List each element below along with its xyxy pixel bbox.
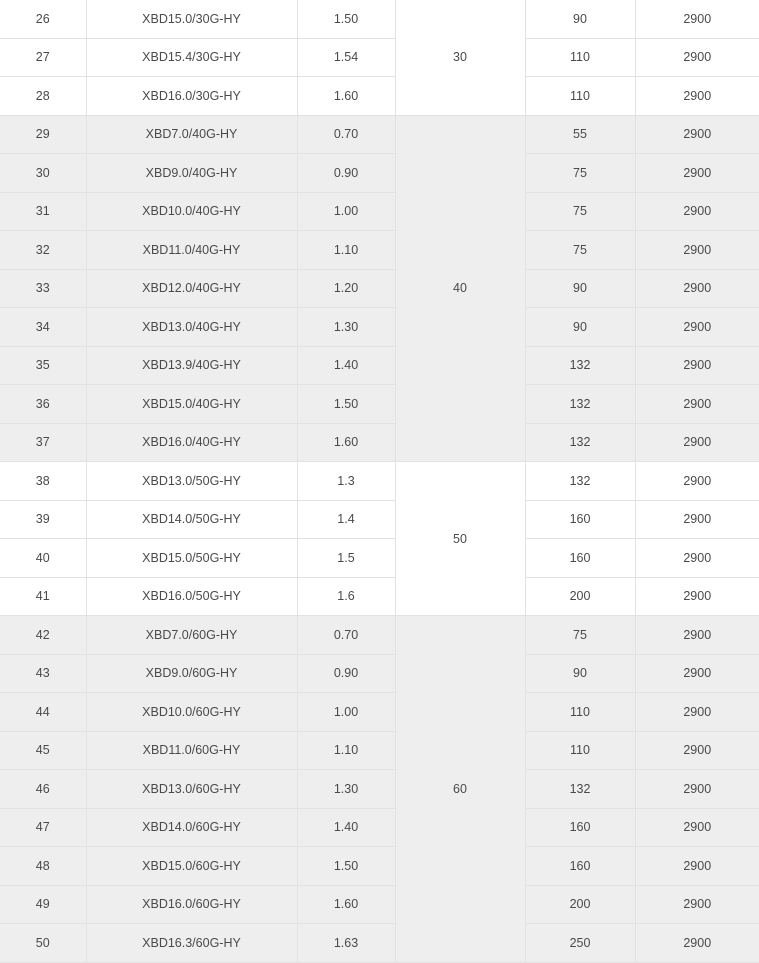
cell-flow: 1.20: [297, 269, 395, 308]
table-row: [0, 115, 759, 154]
cell-power: 90: [525, 269, 635, 308]
cell-speed: 2900: [635, 423, 759, 462]
table-row: [0, 654, 759, 693]
cell-model: XBD15.0/30G-HY: [86, 0, 297, 38]
cell-flow: 0.70: [297, 616, 395, 655]
table-row: [0, 308, 759, 347]
cell-speed: 2900: [635, 154, 759, 193]
cell-no: 44: [0, 693, 86, 732]
cell-no: 26: [0, 0, 86, 38]
cell-speed: 2900: [635, 693, 759, 732]
cell-speed: 2900: [635, 577, 759, 616]
cell-speed: 2900: [635, 500, 759, 539]
cell-flow: 1.30: [297, 770, 395, 809]
cell-head-group: 30: [395, 0, 525, 115]
cell-no: 29: [0, 115, 86, 154]
cell-flow: 1.40: [297, 808, 395, 847]
cell-model: XBD9.0/40G-HY: [86, 154, 297, 193]
cell-flow: 1.6: [297, 577, 395, 616]
cell-flow: 0.70: [297, 115, 395, 154]
cell-model: XBD16.0/50G-HY: [86, 577, 297, 616]
cell-head-group: 40: [395, 115, 525, 462]
cell-no: 48: [0, 847, 86, 886]
cell-speed: 2900: [635, 808, 759, 847]
cell-power: 132: [525, 462, 635, 501]
cell-speed: 2900: [635, 192, 759, 231]
cell-model: XBD14.0/50G-HY: [86, 500, 297, 539]
cell-model: XBD11.0/40G-HY: [86, 231, 297, 270]
cell-head-group: 60: [395, 616, 525, 963]
cell-speed: 2900: [635, 885, 759, 924]
cell-model: XBD7.0/40G-HY: [86, 115, 297, 154]
cell-power: 160: [525, 808, 635, 847]
table-row: [0, 38, 759, 77]
cell-model: XBD13.0/50G-HY: [86, 462, 297, 501]
table-row: [0, 693, 759, 732]
cell-model: XBD15.4/30G-HY: [86, 38, 297, 77]
cell-model: XBD14.0/60G-HY: [86, 808, 297, 847]
cell-speed: 2900: [635, 462, 759, 501]
cell-speed: 2900: [635, 616, 759, 655]
cell-flow: 1.00: [297, 192, 395, 231]
cell-no: 43: [0, 654, 86, 693]
cell-no: 42: [0, 616, 86, 655]
cell-model: XBD12.0/40G-HY: [86, 269, 297, 308]
cell-power: 132: [525, 423, 635, 462]
table-row: [0, 192, 759, 231]
cell-no: 39: [0, 500, 86, 539]
cell-model: XBD10.0/60G-HY: [86, 693, 297, 732]
cell-head-group: 50: [395, 462, 525, 616]
cell-no: 32: [0, 231, 86, 270]
cell-speed: 2900: [635, 385, 759, 424]
table-row: [0, 77, 759, 116]
cell-power: 90: [525, 0, 635, 38]
table-row: [0, 385, 759, 424]
cell-speed: 2900: [635, 231, 759, 270]
cell-model: XBD15.0/40G-HY: [86, 385, 297, 424]
cell-flow: 1.50: [297, 385, 395, 424]
cell-flow: 1.50: [297, 0, 395, 38]
cell-speed: 2900: [635, 115, 759, 154]
cell-flow: 1.54: [297, 38, 395, 77]
cell-power: 110: [525, 38, 635, 77]
cell-speed: 2900: [635, 539, 759, 578]
cell-power: 75: [525, 231, 635, 270]
cell-flow: 1.50: [297, 847, 395, 886]
cell-power: 75: [525, 616, 635, 655]
cell-power: 110: [525, 731, 635, 770]
cell-power: 200: [525, 885, 635, 924]
cell-no: 36: [0, 385, 86, 424]
cell-speed: 2900: [635, 654, 759, 693]
table-row: [0, 731, 759, 770]
cell-model: XBD15.0/50G-HY: [86, 539, 297, 578]
cell-power: 90: [525, 654, 635, 693]
cell-model: XBD11.0/60G-HY: [86, 731, 297, 770]
cell-flow: 1.3: [297, 462, 395, 501]
cell-no: 31: [0, 192, 86, 231]
cell-model: XBD16.0/30G-HY: [86, 77, 297, 116]
cell-model: XBD10.0/40G-HY: [86, 192, 297, 231]
table-row: [0, 808, 759, 847]
cell-flow: 0.90: [297, 654, 395, 693]
table-row: [0, 616, 759, 655]
cell-no: 27: [0, 38, 86, 77]
cell-speed: 2900: [635, 770, 759, 809]
cell-speed: 2900: [635, 731, 759, 770]
cell-power: 75: [525, 192, 635, 231]
cell-model: XBD7.0/60G-HY: [86, 616, 297, 655]
cell-flow: 1.10: [297, 231, 395, 270]
cell-no: 35: [0, 346, 86, 385]
cell-power: 250: [525, 924, 635, 963]
cell-flow: 1.60: [297, 423, 395, 462]
cell-flow: 1.10: [297, 731, 395, 770]
cell-flow: 1.5: [297, 539, 395, 578]
table-row: [0, 346, 759, 385]
cell-power: 132: [525, 770, 635, 809]
table-row: [0, 539, 759, 578]
cell-flow: 1.4: [297, 500, 395, 539]
cell-power: 110: [525, 77, 635, 116]
cell-flow: 1.60: [297, 77, 395, 116]
cell-no: 50: [0, 924, 86, 963]
cell-speed: 2900: [635, 847, 759, 886]
cell-power: 110: [525, 693, 635, 732]
cell-model: XBD13.0/40G-HY: [86, 308, 297, 347]
cell-no: 47: [0, 808, 86, 847]
cell-no: 38: [0, 462, 86, 501]
cell-flow: 0.90: [297, 154, 395, 193]
table-row: [0, 0, 759, 38]
cell-model: XBD13.9/40G-HY: [86, 346, 297, 385]
cell-no: 33: [0, 269, 86, 308]
table-row: [0, 847, 759, 886]
cell-speed: 2900: [635, 38, 759, 77]
cell-power: 160: [525, 500, 635, 539]
table-row: [0, 577, 759, 616]
cell-power: 160: [525, 847, 635, 886]
cell-speed: 2900: [635, 346, 759, 385]
table-row: [0, 269, 759, 308]
cell-model: XBD13.0/60G-HY: [86, 770, 297, 809]
cell-model: XBD16.0/60G-HY: [86, 885, 297, 924]
table-row: [0, 500, 759, 539]
cell-no: 45: [0, 731, 86, 770]
cell-no: 40: [0, 539, 86, 578]
cell-flow: 1.60: [297, 885, 395, 924]
cell-model: XBD15.0/60G-HY: [86, 847, 297, 886]
cell-speed: 2900: [635, 77, 759, 116]
cell-flow: 1.30: [297, 308, 395, 347]
cell-power: 132: [525, 346, 635, 385]
cell-power: 132: [525, 385, 635, 424]
table-row: [0, 770, 759, 809]
cell-power: 55: [525, 115, 635, 154]
table-row: [0, 924, 759, 963]
cell-flow: 1.00: [297, 693, 395, 732]
table-row: [0, 885, 759, 924]
table-row: [0, 462, 759, 501]
cell-model: XBD16.3/60G-HY: [86, 924, 297, 963]
cell-speed: 2900: [635, 0, 759, 38]
table-row: [0, 423, 759, 462]
cell-speed: 2900: [635, 308, 759, 347]
cell-no: 28: [0, 77, 86, 116]
cell-power: 90: [525, 308, 635, 347]
table-row: [0, 154, 759, 193]
cell-no: 41: [0, 577, 86, 616]
cell-no: 30: [0, 154, 86, 193]
cell-no: 46: [0, 770, 86, 809]
cell-flow: 1.63: [297, 924, 395, 963]
cell-speed: 2900: [635, 269, 759, 308]
cell-power: 200: [525, 577, 635, 616]
cell-model: XBD9.0/60G-HY: [86, 654, 297, 693]
cell-power: 160: [525, 539, 635, 578]
cell-no: 34: [0, 308, 86, 347]
cell-speed: 2900: [635, 924, 759, 963]
cell-model: XBD16.0/40G-HY: [86, 423, 297, 462]
table-row: [0, 231, 759, 270]
cell-power: 75: [525, 154, 635, 193]
cell-flow: 1.40: [297, 346, 395, 385]
cell-no: 49: [0, 885, 86, 924]
cell-no: 37: [0, 423, 86, 462]
